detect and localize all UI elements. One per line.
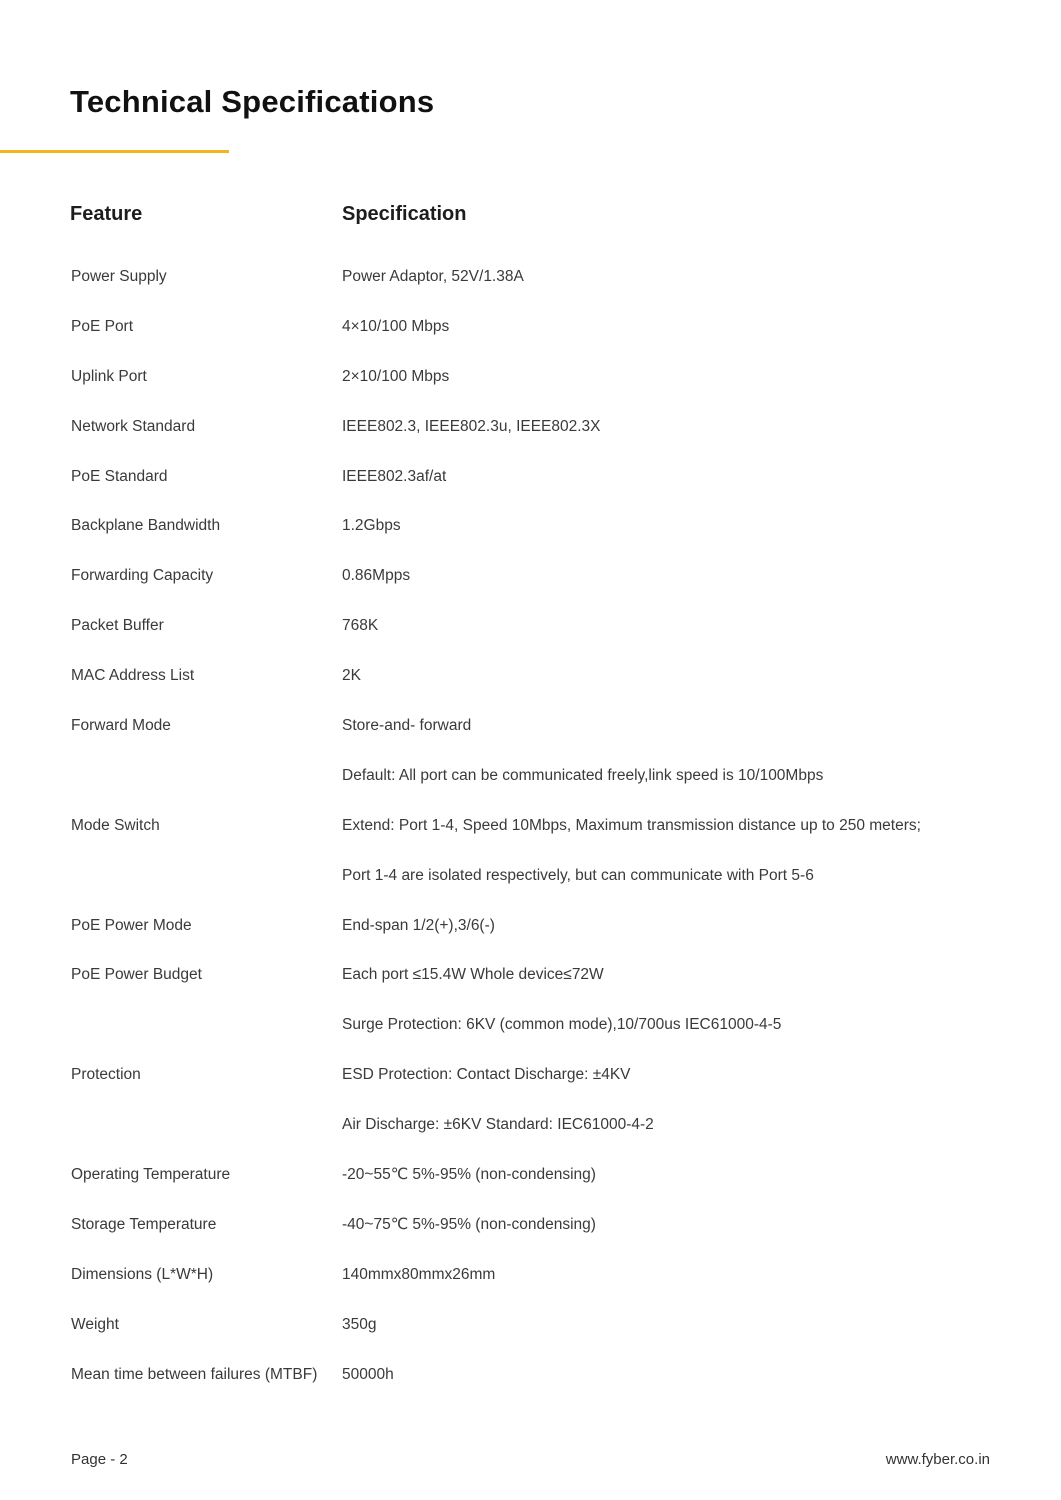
feature-cell: Mode Switch bbox=[71, 816, 160, 834]
table-row bbox=[0, 402, 1061, 452]
specification-cell: ESD Protection: Contact Discharge: ±4KV bbox=[342, 1066, 631, 1084]
table-row bbox=[0, 352, 1061, 402]
specification-cell: IEEE802.3af/at bbox=[342, 467, 447, 485]
specification-cell: Air Discharge: ±6KV Standard: IEC61000-4-2 bbox=[342, 1116, 654, 1134]
specification-cell: 50000h bbox=[342, 1365, 394, 1383]
feature-cell: Network Standard bbox=[71, 417, 196, 435]
feature-cell: Forward Mode bbox=[71, 717, 171, 735]
feature-cell: Mean time between failures (MTBF) bbox=[71, 1365, 318, 1383]
specification-cell: 2×10/100 Mbps bbox=[342, 367, 450, 385]
table-row bbox=[0, 950, 1061, 1000]
page-number: Page - 2 bbox=[71, 1451, 128, 1468]
feature-cell: Backplane Bandwidth bbox=[71, 517, 221, 535]
specification-cell: 4×10/100 Mbps bbox=[342, 317, 450, 335]
table-row bbox=[0, 1150, 1061, 1200]
specification-cell: Each port ≤15.4W Whole device≤72W bbox=[342, 966, 604, 984]
table-row bbox=[0, 452, 1061, 502]
table-row bbox=[0, 701, 1061, 751]
specification-table bbox=[0, 252, 1061, 1399]
table-row bbox=[0, 1050, 1061, 1100]
specification-cell: -20~55℃ 5%-95% (non-condensing) bbox=[342, 1166, 596, 1184]
specification-cell: 140mmx80mmx26mm bbox=[342, 1265, 496, 1283]
feature-cell: Storage Temperature bbox=[71, 1215, 217, 1233]
specification-cell: 350g bbox=[342, 1315, 377, 1333]
page-title: Technical Specifications bbox=[70, 84, 435, 119]
table-row bbox=[0, 1200, 1061, 1250]
feature-cell: Power Supply bbox=[71, 268, 167, 285]
accent-divider bbox=[0, 150, 229, 153]
specification-cell: Default: All port can be communicated freely,link speed is 10/100Mbps bbox=[342, 766, 824, 784]
feature-cell: MAC Address List bbox=[71, 667, 195, 685]
table-row bbox=[0, 651, 1061, 701]
feature-cell: Forwarding Capacity bbox=[71, 567, 214, 585]
feature-cell: PoE Power Mode bbox=[71, 916, 192, 934]
specification-cell: Power Adaptor, 52V/1.38A bbox=[342, 268, 524, 285]
specification-cell: 2K bbox=[342, 667, 361, 685]
table-row bbox=[0, 252, 1061, 302]
table-row bbox=[0, 901, 1061, 951]
specification-cell: Store-and- forward bbox=[342, 717, 472, 735]
table-row bbox=[0, 302, 1061, 352]
specification-cell: 0.86Mpps bbox=[342, 567, 411, 585]
column-header-feature: Feature bbox=[70, 203, 143, 225]
feature-cell: Dimensions (L*W*H) bbox=[71, 1265, 214, 1283]
table-row bbox=[0, 801, 1061, 851]
feature-cell: PoE Port bbox=[71, 317, 134, 335]
specification-cell: 768K bbox=[342, 617, 379, 635]
table-row bbox=[0, 551, 1061, 601]
specification-cell: -40~75℃ 5%-95% (non-condensing) bbox=[342, 1215, 596, 1233]
feature-cell: Weight bbox=[71, 1315, 119, 1333]
table-row bbox=[0, 1300, 1061, 1350]
website-link[interactable]: www.fyber.co.in bbox=[885, 1451, 990, 1468]
specification-cell: IEEE802.3, IEEE802.3u, IEEE802.3X bbox=[342, 417, 601, 435]
table-row bbox=[0, 751, 1061, 801]
specification-cell: Port 1-4 are isolated respectively, but can communicate with Port 5-6 bbox=[342, 866, 814, 884]
table-row bbox=[0, 601, 1061, 651]
feature-cell: Uplink Port bbox=[71, 367, 147, 385]
feature-cell: PoE Standard bbox=[71, 467, 168, 485]
table-row bbox=[0, 1100, 1061, 1150]
column-header-specification: Specification bbox=[342, 203, 467, 225]
table-row bbox=[0, 501, 1061, 551]
table-row bbox=[0, 851, 1061, 901]
specification-cell: Extend: Port 1-4, Speed 10Mbps, Maximum transmission distance up to 250 meters; bbox=[342, 816, 921, 834]
feature-cell: PoE Power Budget bbox=[71, 966, 202, 984]
table-row bbox=[0, 1250, 1061, 1300]
specification-cell: End-span 1/2(+),3/6(-) bbox=[342, 916, 495, 934]
table-row bbox=[0, 1350, 1061, 1400]
table-row bbox=[0, 1000, 1061, 1050]
feature-cell: Packet Buffer bbox=[71, 617, 164, 635]
specification-cell: Surge Protection: 6KV (common mode),10/700us IEC61000-4-5 bbox=[342, 1016, 782, 1034]
feature-cell: Operating Temperature bbox=[71, 1166, 231, 1184]
feature-cell: Protection bbox=[71, 1066, 141, 1084]
specification-cell: 1.2Gbps bbox=[342, 517, 401, 535]
